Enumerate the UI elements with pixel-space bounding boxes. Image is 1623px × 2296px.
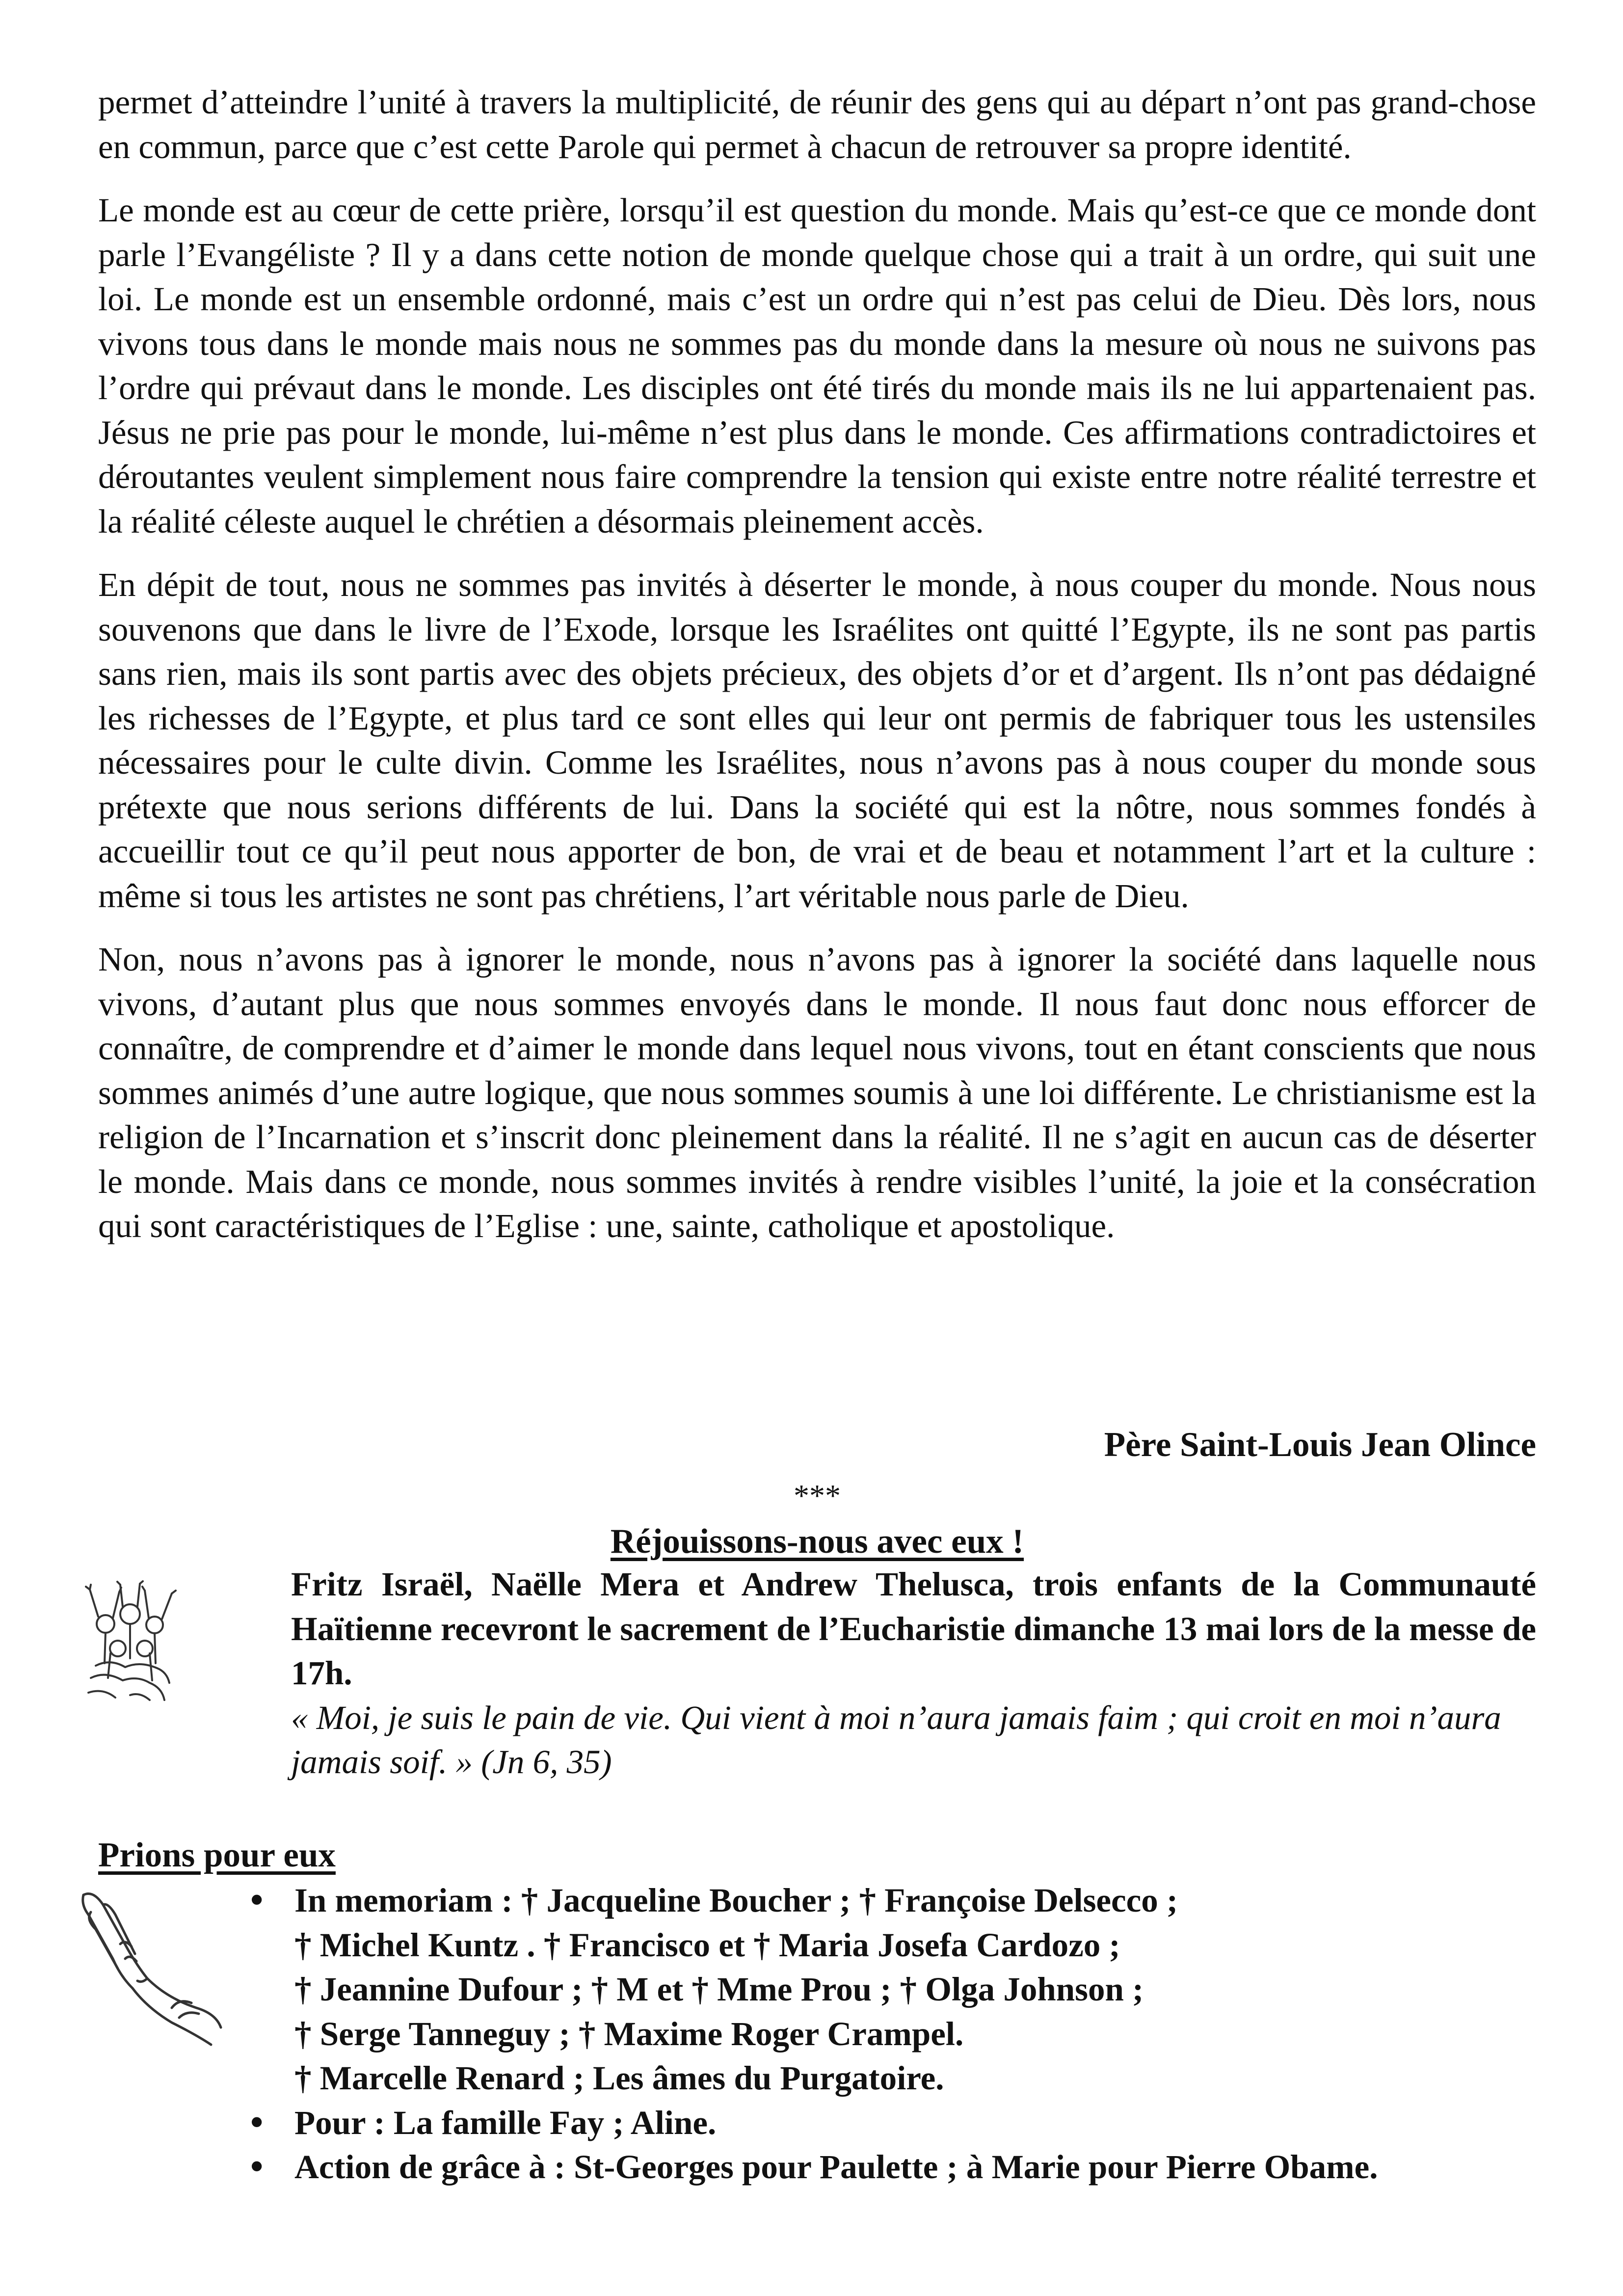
article-paragraph: permet d’atteindre l’unité à travers la multiplicité, de réunir des gens qui au départ n’ont pas grand-chose en commun, parce que c’est cette Parole qui permet à chacun de retrouver sa propre identité.	[98, 83, 1536, 165]
announcement-text: Fritz Israël, Naëlle Mera et Andrew Thelusca, trois enfants de la Communauté Haïtienne recevront le sacrement de l’Eucharistie dimanche 13 mai lors de la messe de 17h.	[291, 1566, 1536, 1692]
list-item-action-de-grace	[250, 2145, 1551, 2189]
praying-hands-icon	[74, 1885, 226, 2047]
memoriam-line: † Serge Tanneguy ; † Maxime Roger Crampel.	[294, 2015, 964, 2053]
celebrating-people-icon	[76, 1580, 184, 1707]
list-item-memoriam	[250, 1878, 1551, 2101]
prayers-heading: Prions pour eux	[98, 1836, 336, 1874]
memoriam-line: † Marcelle Renard ; Les âmes du Purgatoire.	[294, 2059, 944, 2097]
action-de-grace-line: • Action de grâce à : St-Georges pour Paulette ; à Marie pour Pierre Obame.	[294, 2148, 1378, 2186]
memoriam-line: † Michel Kuntz . † Francisco et † Maria Josefa Cardozo ;	[294, 1926, 1120, 1964]
article-paragraph: Le monde est au cœur de cette prière, lorsqu’il est question du monde. Mais qu’est-ce que ce monde dont parle l’Evangéliste ? Il y a dans cette notion de monde quelque chose qui a trait à un ordre, qui suit une loi. Le monde est un ensemble ordonné, mais c’est un ordre qui n’est pas celui de Dieu. Dès lors, nous vivons tous dans le monde mais nous ne sommes pas du monde dans la mesure où nous ne suivons pas l’ordre qui prévaut dans le monde. Les disciples ont été tirés du monde mais ils ne lui appartenaient pas. Jésus ne prie pas pour le monde, lui-même n’est plus dans le monde. Ces affirmations contradictoires et déroutantes veulent simplement nous faire comprendre la tension qui existe entre notre réalité terrestre et la réalité céleste auquel le chrétien a désormais pleinement accès.	[98, 191, 1536, 540]
announcement-heading: Réjouissons-nous avec eux !	[610, 1522, 1024, 1561]
memoriam-line: • In memoriam : † Jacqueline Boucher ; † Françoise Delsecco ;	[294, 1882, 1178, 1919]
article-body	[98, 80, 1536, 1268]
article-paragraph: En dépit de tout, nous ne sommes pas invités à déserter le monde, à nous couper du monde. Nous nous souvenons que dans le livre de l’Exode, lorsque les Israélites ont quitté l’Egypte, ils ne sont pas partis sans rien, mais ils sont partis avec des objets précieux, des objets d’or et d’argent. Ils n’ont pas dédaigné les richesses de l’Egypte, et plus tard ce sont elles qui leur ont permis de fabriquer tous les ustensiles nécessaires pour le culte divin. Comme les Israélites, nous n’avons pas à nous couper du monde sous prétexte que nous serions différents de lui. Dans la société qui est la nôtre, nous sommes fondés à accueillir tout ce qu’il peut nous apporter de bon, de vrai et de beau et notamment l’art et la culture : même si tous les artistes ne sont pas chrétiens, l’art véritable nous parle de Dieu.	[98, 566, 1536, 915]
announcement-block	[291, 1562, 1536, 1784]
announcement-quote: « Moi, je suis le pain de vie. Qui vient à moi n’aura jamais faim ; qui croit en moi n’aura jamais soif. » (Jn 6, 35)	[291, 1699, 1501, 1781]
list-item-pour	[250, 2101, 1551, 2145]
prayer-list	[250, 1878, 1551, 2189]
article-signature: Père Saint-Louis Jean Olince	[1104, 1426, 1536, 1464]
memoriam-line: † Jeannine Dufour ; † M et † Mme Prou ; † Olga Johnson ;	[294, 1971, 1144, 2008]
section-separator: ***	[794, 1478, 841, 1513]
pour-line: • Pour : La famille Fay ; Aline.	[294, 2104, 717, 2141]
article-paragraph: Non, nous n’avons pas à ignorer le monde, nous n’avons pas à ignorer la société dans laquelle nous vivons, d’autant plus que nous sommes envoyés dans le monde. Il nous faut donc nous efforcer de connaître, de comprendre et d’aimer le monde dans lequel nous vivons, tout en étant conscients que nous sommes animés d’une autre logique, que nous sommes soumis à une loi différente. Le christianisme est la religion de l’Incarnation et s’inscrit donc pleinement dans la réalité. Il ne s’agit en aucun cas de déserter le monde. Mais dans ce monde, nous sommes invités à rendre visibles l’unité, la joie et la consécration qui sont caractéristiques de l’Eglise : une, sainte, catholique et apostolique.	[98, 941, 1536, 1244]
